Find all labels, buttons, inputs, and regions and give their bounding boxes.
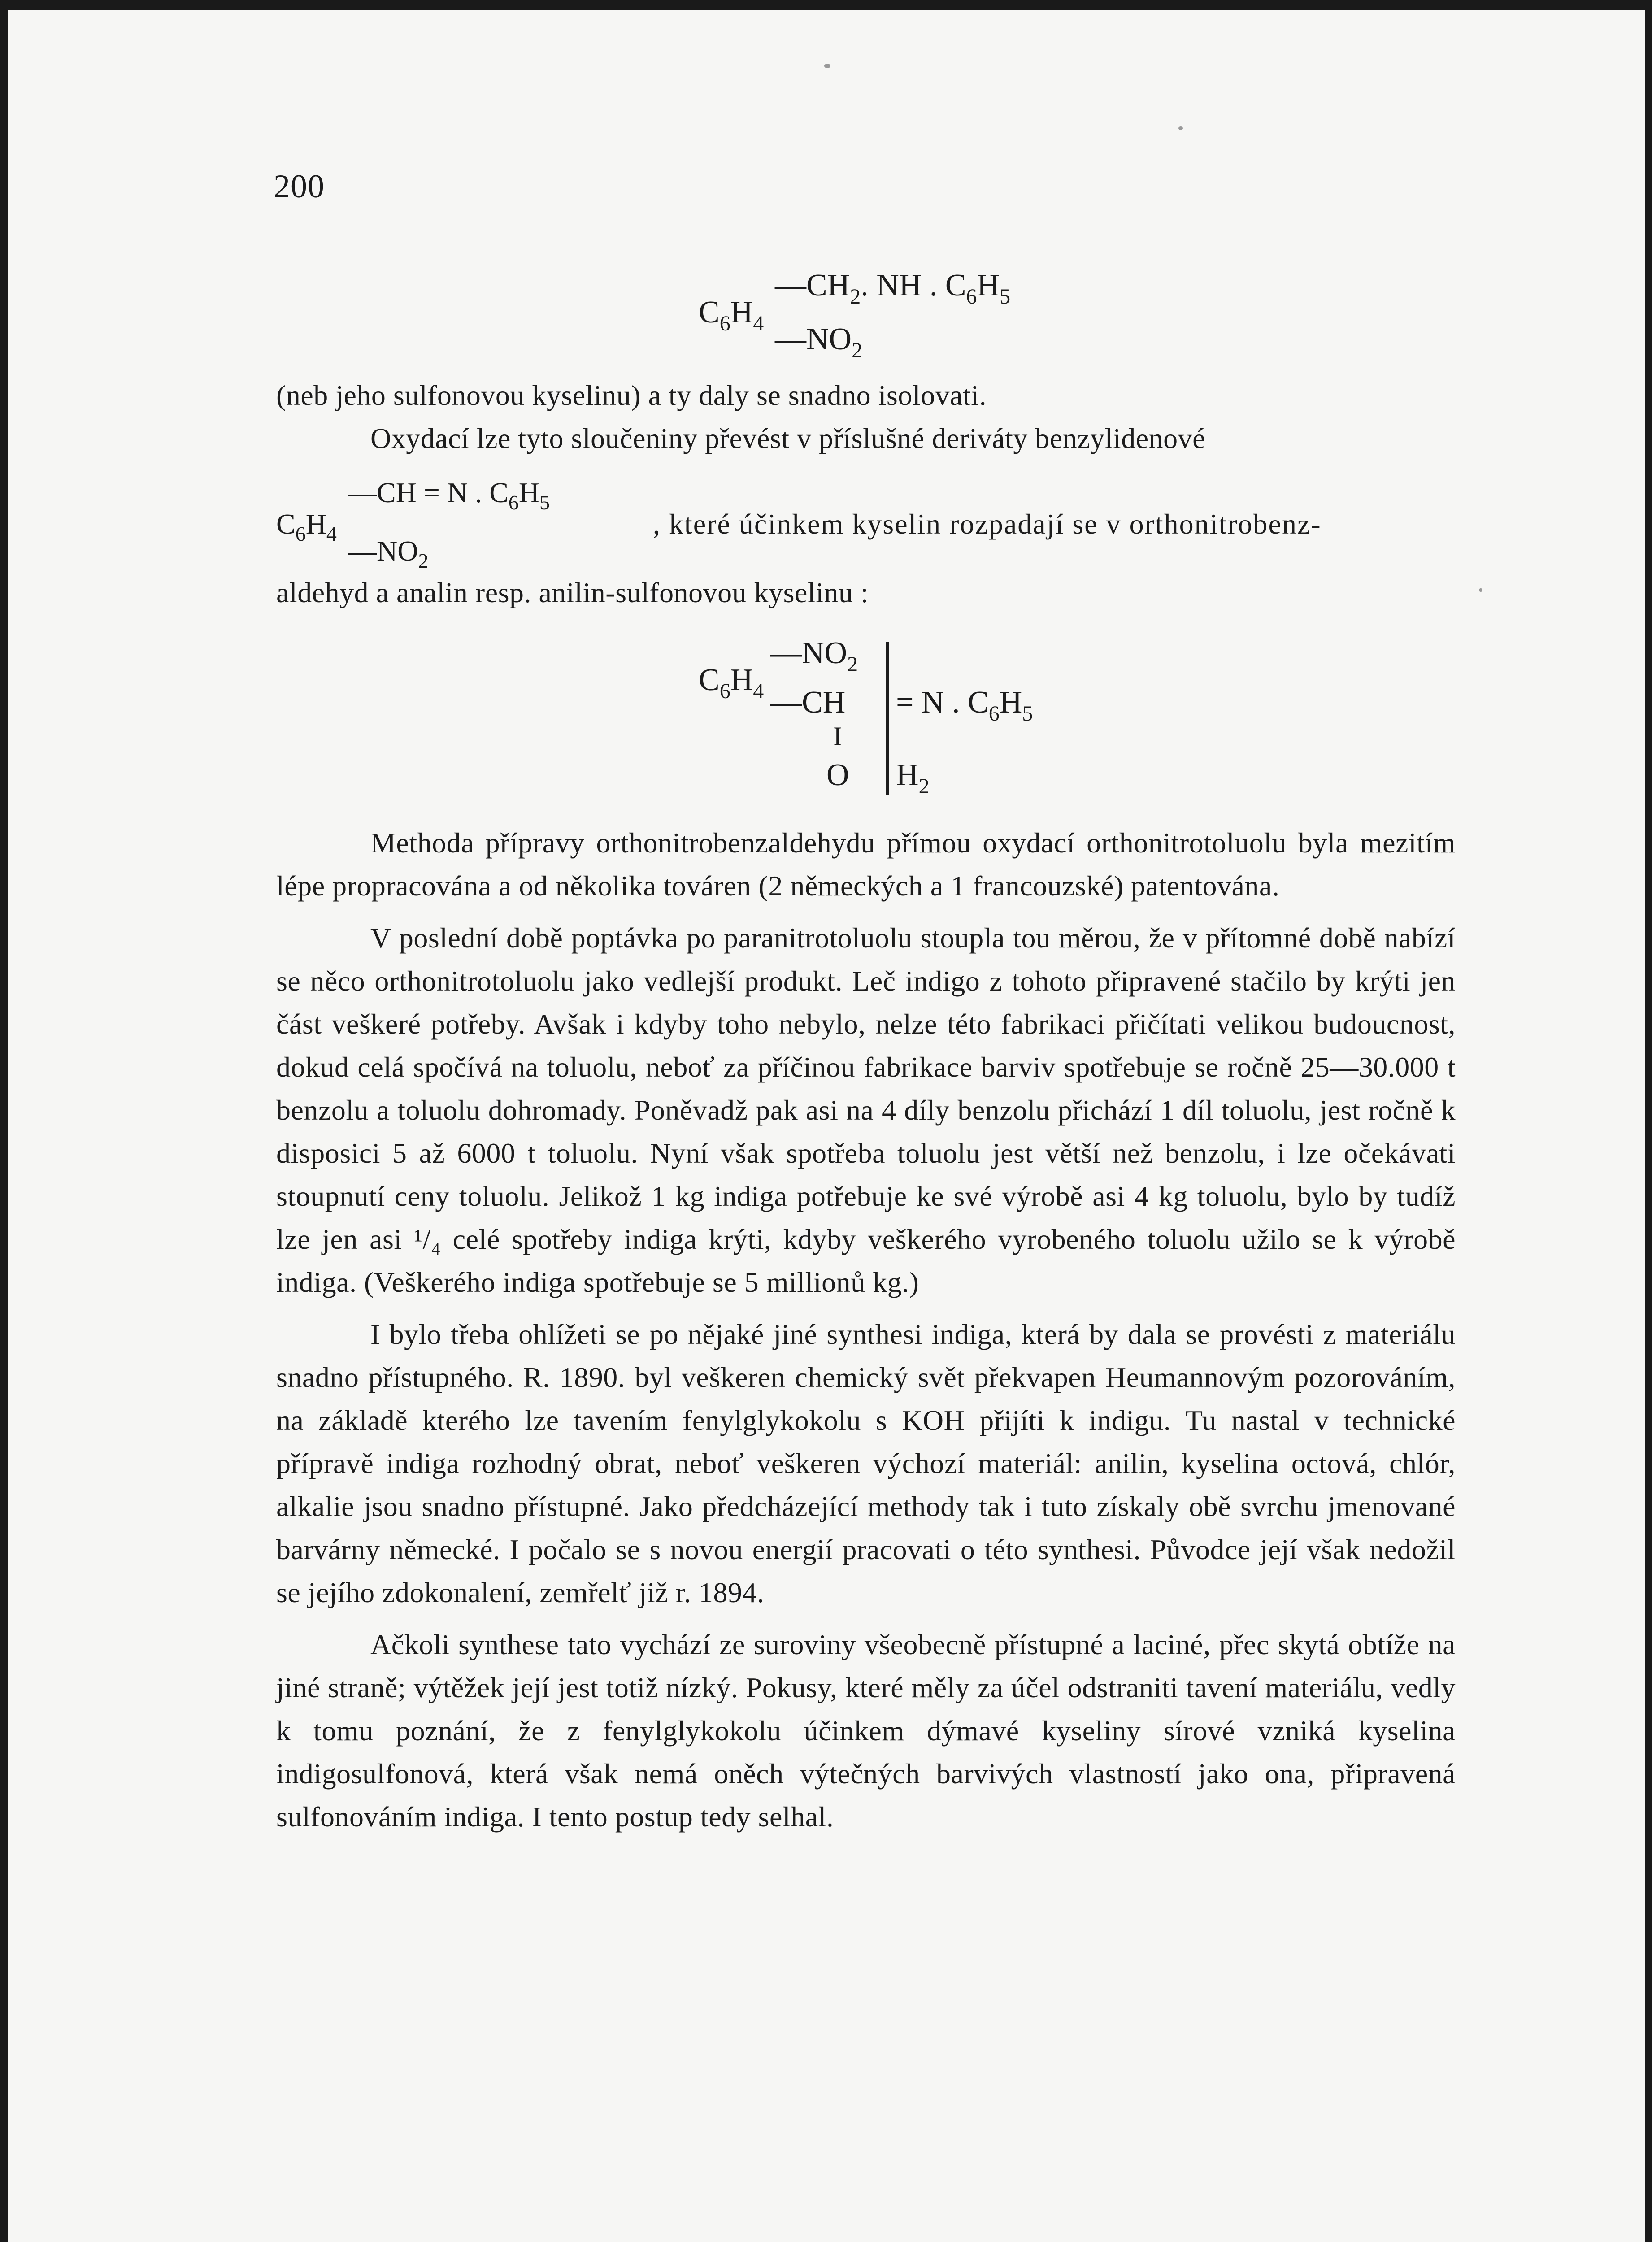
formula-benzylidene-line: $C_6H_4$ —CH = N . $C_6H_5$ $—NO_2$ , které účinkem kyselin rozpadají se v orthonitrobenz- (276, 477, 1322, 572)
document-page (8, 10, 1645, 2242)
paragraph-1: (neb jeho sulfonovou kyselinu) a ty daly se snadno isolovati. (276, 379, 987, 411)
paragraph-2-line-1: Oxydací lze tyto sloučeniny převést v příslušné deriváty benzylidenové (370, 422, 1206, 454)
body-text (276, 821, 1456, 1838)
page-number: 200 (274, 168, 325, 205)
paragraph-poptavka: V poslední době poptávka po paranitrotoluolu stoupla tou měrou, že v přítomné době nabízí se něco orthonitrotoluolu jako vedlejší produkt. Leč indigo z tohoto připravené stačilo by krýti jen část veškeré potřeby. Avšak i kdyby toho nebylo, nelze této fabrikaci přičítati velikou budoucnost, dokud celá spočívá na toluolu, neboť za příčinou fabrikace barviv spotřebuje se ročně 25—30.000 t benzolu a toluolu dohromady. Poněvadž pak asi na 4 díly benzolu přichází 1 díl toluolu, jest ročně k disposici 5 až 6000 t toluolu. Nyní však spotřeba toluolu jest větší než benzolu, i lze očekávati stoupnutí ceny toluolu. Jelikož 1 kg indiga potřebuje ke své výrobě asi 4 kg toluolu, bylo by tudíž lze jen asi ¹/₄ celé spotřeby indiga krýti, kdyby veškerého vyrobeného toluolu užilo se k výrobě indiga. (Veškerého indiga spotřebuje se 5 millionů kg.) (276, 922, 1456, 1298)
scan-speck (1479, 588, 1482, 592)
paragraph-ackoli: Ačkoli synthese tato vychází ze suroviny všeobecně přístupné a laciné, přec skytá obtíže na jiné straně; výtěžek její jest totiž nízký. Pokusy, které měly za účel odstraniti tavení materiálu, vedly k tomu poznání, že z fenylglykokolu účinkem dýmavé kyseliny sírové vzniká kyselina indigosulfonová, která však nemá oněch výtečných barvivých vlastností jako ona, připravená sulfonováním indiga. I tento postup tedy selhal. (276, 1629, 1456, 1833)
paragraph-2-line-3: aldehyd a analin resp. anilin-sulfonovou kyselinu : (276, 577, 869, 608)
split-line (886, 642, 889, 795)
scan-speck (824, 64, 830, 68)
formula-nitrobenzylaniline: $C_6H_4$ $—CH_2$. NH . $C_6H_5$ $—NO_2$ (699, 268, 1011, 362)
formula-aldehyde-split: $C_6H_4$ $—NO_2$ —CH I O = N . $C_6H_5$ $H_2$ (699, 636, 1033, 798)
scan-speck (1178, 126, 1183, 130)
paragraph-methoda: Methoda přípravy orthonitrobenzaldehydu přímou oxydací orthonitrotoluolu byla mezitím lépe propracována a od několika továren (2 německých a 1 francouzské) patentována. (276, 827, 1456, 902)
paragraph-synthese: I bylo třeba ohlížeti se po nějaké jiné synthesi indiga, která by dala se provésti z materiálu snadno přístupného. R. 1890. byl veškeren chemický svět překvapen Heumannovým pozorováním, na základě kterého lze tavením fenylglykokolu s KOH přijíti k indigu. Tu nastal v technické přípravě indiga rozhodný obrat, neboť veškeren výchozí materiál: anilin, kyselina octová, chlór, alkalie jsou snadno přístupné. Jako předcházející methody tak i tuto získaly obě svrchu jmenované barvárny německé. I počalo se s novou energií pracovati o této synthesi. Původce její však nedožil se jejího zdokonalení, zemřelť již r. 1894. (276, 1318, 1456, 1608)
